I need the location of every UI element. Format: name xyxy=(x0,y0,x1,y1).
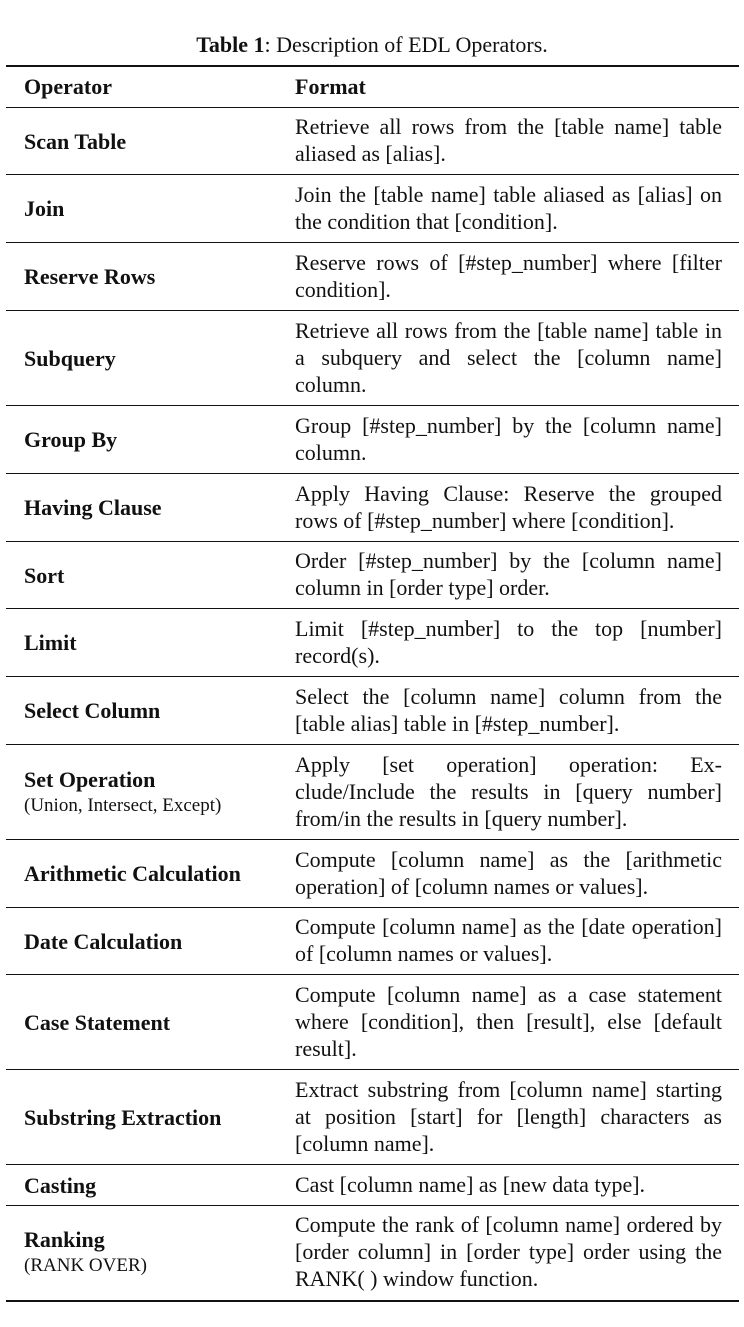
operator-name: Sort xyxy=(24,562,65,588)
format-cell: Compute [column name] as the [arithmetic operation] of [column names or values]. xyxy=(278,840,739,908)
format-cell: Order [#step_number] by the [column name] column in [order type] order. xyxy=(278,542,739,609)
operator-cell xyxy=(6,311,278,406)
operator-subtitle: (Union, Intersect, Except) xyxy=(24,794,222,816)
operator-cell xyxy=(6,609,278,677)
operator-name: Scan Table xyxy=(24,128,127,154)
table-row xyxy=(6,1206,739,1301)
operator-subtitle: (RANK OVER) xyxy=(24,1255,147,1277)
operator-cell xyxy=(6,975,278,1070)
operator-name: Case Statement xyxy=(24,1009,171,1035)
format-cell: Limit [#step_number] to the top [number] record(s). xyxy=(278,609,739,677)
table-row xyxy=(6,474,739,542)
header-operator: Operator xyxy=(6,66,278,108)
format-cell: Reserve rows of [#step_number] where [filter condition]. xyxy=(278,243,739,311)
format-cell: Apply Having Clause: Reserve the grouped rows of [#step_number] where [condition]. xyxy=(278,474,739,542)
operator-cell xyxy=(6,908,278,975)
operator-cell xyxy=(6,542,278,609)
table-row xyxy=(6,1165,739,1206)
table-caption xyxy=(0,30,744,60)
table-row xyxy=(6,677,739,745)
operator-name: Join xyxy=(24,196,65,221)
format-cell: Cast [column name] as [new data type]. xyxy=(278,1165,739,1206)
operator-name: Reserve Rows xyxy=(24,264,156,289)
table-row xyxy=(6,542,739,609)
operator-cell xyxy=(6,108,278,175)
operator-name: Group By xyxy=(24,427,118,452)
table-row xyxy=(6,406,739,474)
header-row xyxy=(6,66,739,108)
table-row xyxy=(6,908,739,975)
edl-operators-table xyxy=(6,65,739,1302)
operator-cell xyxy=(6,474,278,542)
table-row xyxy=(6,1070,739,1165)
operator-cell xyxy=(6,406,278,474)
operator-name: Substring Extraction xyxy=(24,1104,222,1130)
table-row xyxy=(6,108,739,175)
operator-cell xyxy=(6,243,278,311)
caption-text: : Description of EDL Operators. xyxy=(264,32,548,57)
operator-name: Select Column xyxy=(24,698,161,723)
format-cell: Compute [column name] as a case statement where [condition], then [result], else [default result]. xyxy=(278,975,739,1070)
operator-name: Arithmetic Calculation xyxy=(24,861,241,886)
operator-name: Casting xyxy=(24,1172,97,1198)
format-cell: Apply [set operation] operation: Exclude/Include the results in [query number] from/in the results in [query number]. xyxy=(278,745,739,840)
operator-cell xyxy=(6,1070,278,1165)
format-cell: Compute the rank of [column name] ordered by [order column] in [order type] order using the RANK( ) window function. xyxy=(295,1212,722,1292)
operator-cell xyxy=(6,840,278,908)
operator-cell xyxy=(6,745,278,840)
table-row xyxy=(6,175,739,243)
operator-cell xyxy=(6,175,278,243)
operator-cell xyxy=(6,1206,278,1301)
operator-name: Subquery xyxy=(24,345,116,371)
operator-name: Date Calculation xyxy=(24,928,183,954)
table-row xyxy=(6,243,739,311)
format-cell: Retrieve all rows from the [table name] table aliased as [alias]. xyxy=(278,108,739,175)
format-cell: Select the [column name] column from the [table alias] table in [#step_number]. xyxy=(278,677,739,745)
operator-cell xyxy=(6,1165,278,1206)
table-row xyxy=(6,311,739,406)
operator-name: Ranking xyxy=(24,1227,105,1253)
format-cell: Join the [table name] table aliased as [alias] on the condition that [condition]. xyxy=(278,175,739,243)
format-cell: Group [#step_number] by the [column name] column. xyxy=(278,406,739,474)
table-row xyxy=(6,745,739,840)
operator-name: Having Clause xyxy=(24,495,162,520)
caption-label: Table 1 xyxy=(196,32,265,57)
header-format: Format xyxy=(278,66,739,108)
format-cell: Retrieve all rows from the [table name] table in a subquery and select the [column name] column. xyxy=(278,311,739,406)
table-row xyxy=(6,840,739,908)
operator-name: Set Operation xyxy=(24,766,156,792)
format-cell: Compute [column name] as the [date operation] of [column names or values]. xyxy=(278,908,739,975)
operator-name: Limit xyxy=(24,630,77,655)
operator-cell xyxy=(6,677,278,745)
table-row xyxy=(6,975,739,1070)
table-row xyxy=(6,609,739,677)
format-cell: Extract substring from [column name] starting at position [start] for [length] characters as [column name]. xyxy=(278,1070,739,1165)
